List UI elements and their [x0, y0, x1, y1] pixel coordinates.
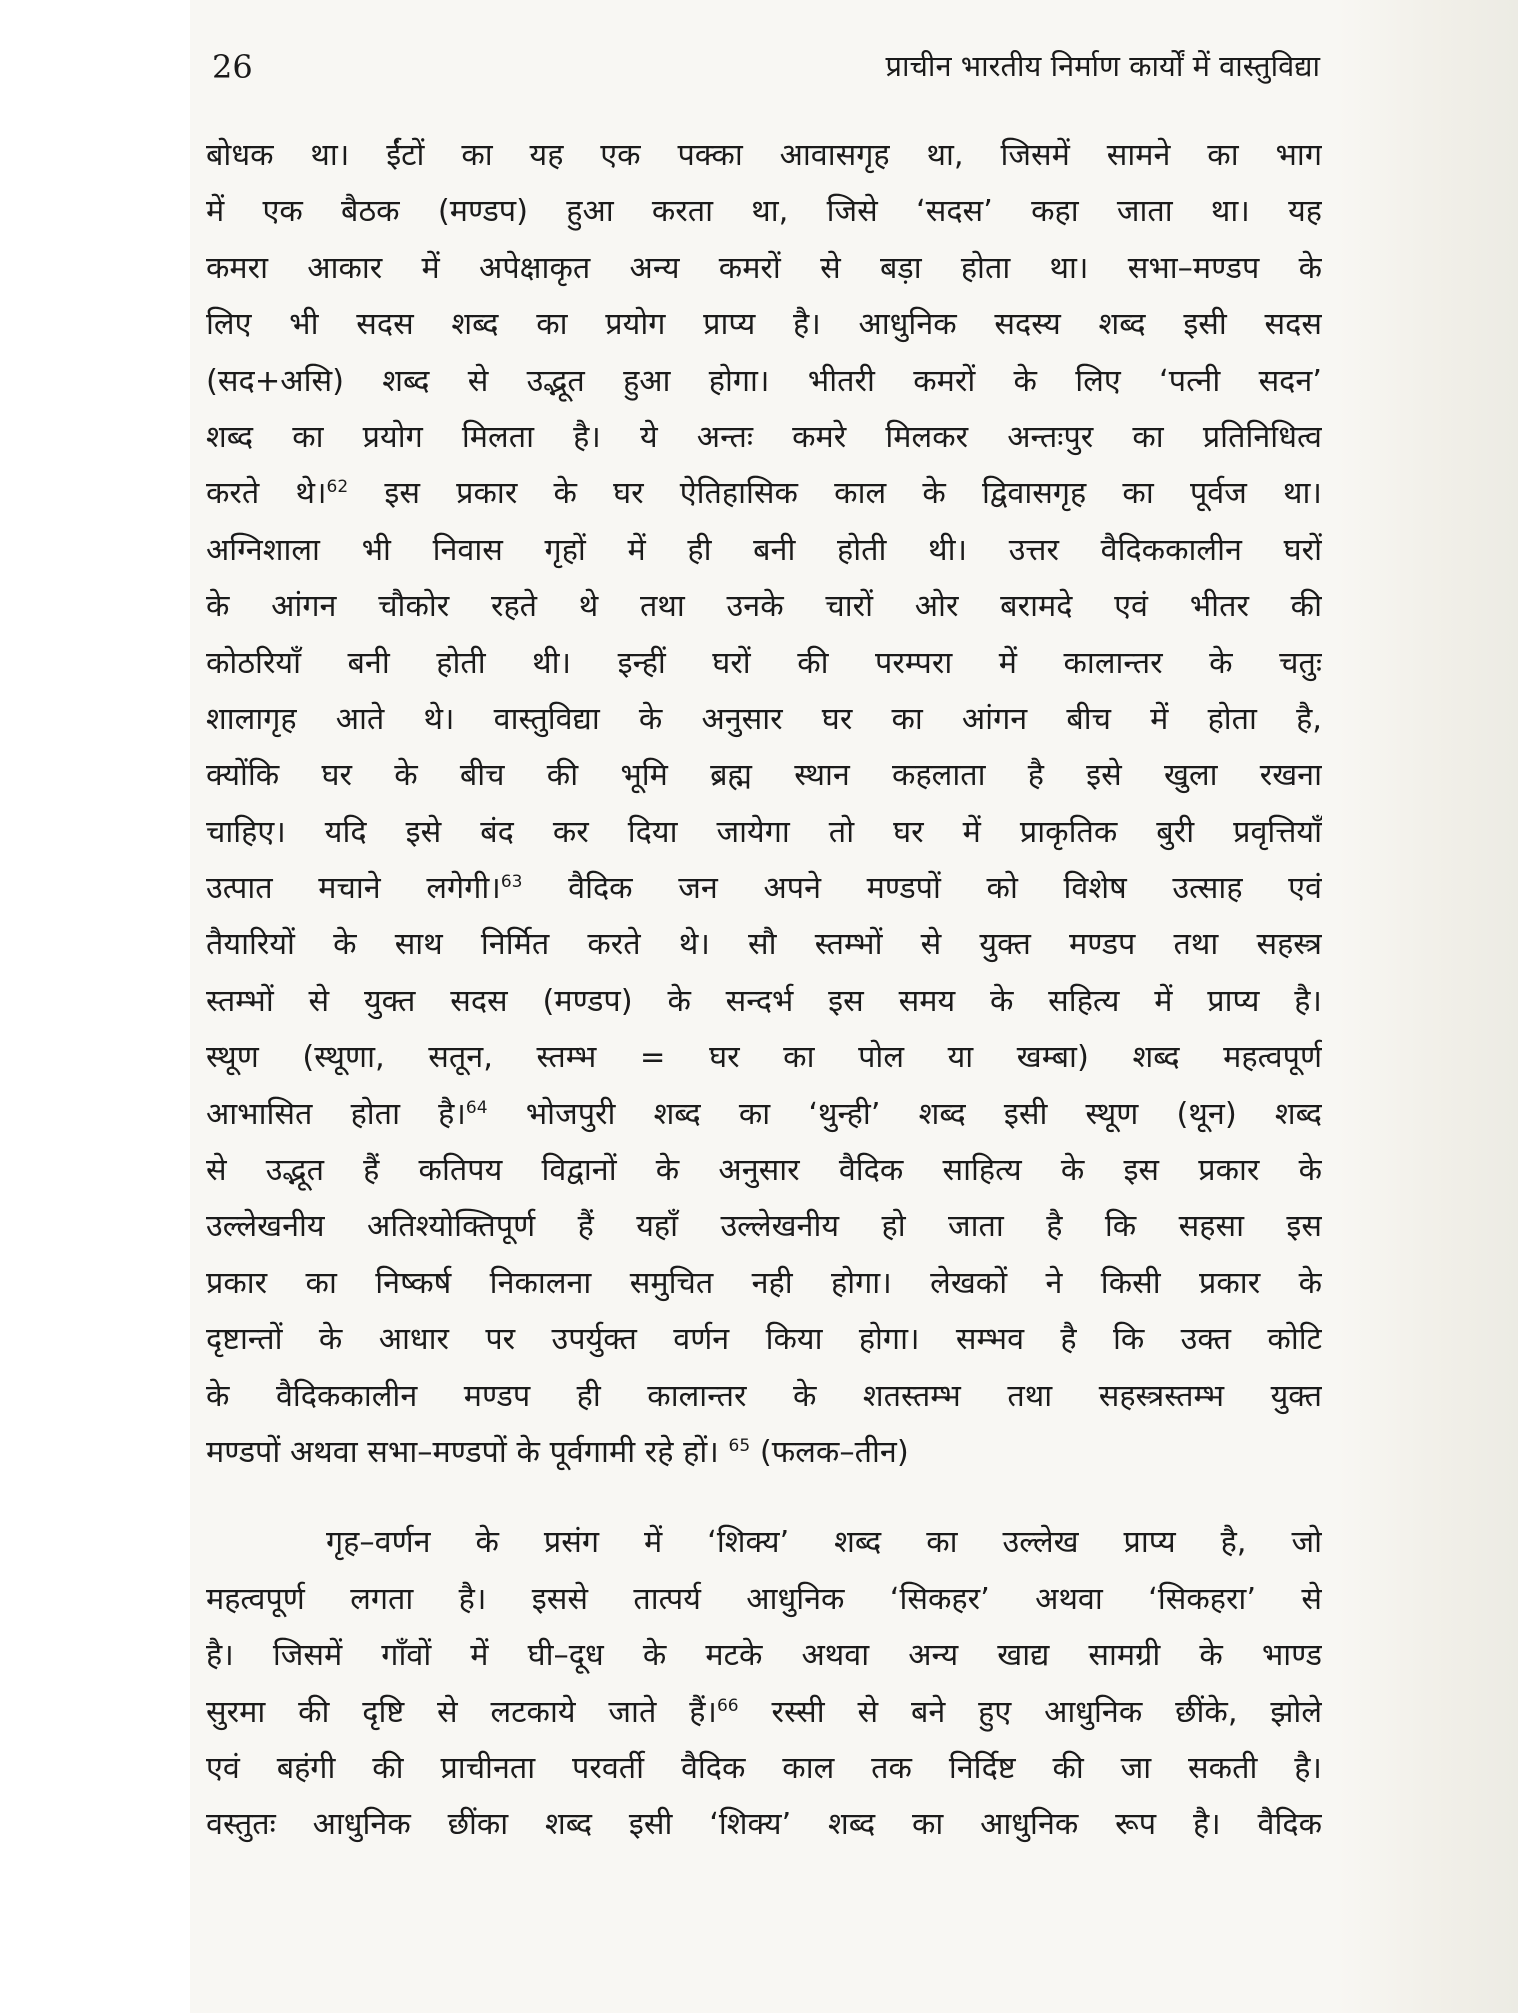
- text-line: प्रकार का निष्कर्ष निकालना समुचित नही होगा। लेखकों ने किसी प्रकार के: [206, 1265, 1322, 1301]
- footnote-marker: 66: [716, 1695, 739, 1716]
- text-line: शालागृह आते थे। वास्तुविद्या के अनुसार घर का आंगन बीच में होता है,: [206, 701, 1322, 737]
- text-line: से उद्भूत हैं कतिपय विद्वानों के अनुसार वैदिक साहित्य के इस प्रकार के: [206, 1153, 1322, 1189]
- footnote-marker: 65: [728, 1435, 751, 1456]
- text-line: शब्द का प्रयोग मिलता है। ये अन्तः कमरे मिलकर अन्तःपुर का प्रतिनिधित्व: [206, 419, 1322, 455]
- text-line: कोठरियाँ बनी होती थी। इन्हीं घरों की परम्परा में कालान्तर के चतुः: [206, 645, 1322, 681]
- text-line: है। जिसमें गाँवों में घी–दूध के मटके अथवा अन्य खाद्य सामग्री के भाण्ड: [206, 1638, 1322, 1674]
- page-number: 26: [212, 48, 253, 86]
- text-line: स्तम्भों से युक्त सदस (मण्डप) के सन्दर्भ इस समय के सहित्य में प्राप्य है।: [206, 983, 1322, 1019]
- footnote-marker: 64: [465, 1097, 488, 1118]
- text-line: एवं बहंगी की प्राचीनता परवर्ती वैदिक काल तक निर्दिष्ट की जा सकती है।: [206, 1750, 1322, 1786]
- text-line: तैयारियों के साथ निर्मित करते थे। सौ स्तम्भों से युक्त मण्डप तथा सहस्त्र: [206, 927, 1322, 963]
- text-line: चाहिए। यदि इसे बंद कर दिया जायेगा तो घर में प्राकृतिक बुरी प्रवृत्तियाँ: [206, 814, 1322, 850]
- text-line: करते थे।$^{62}$ इस प्रकार के घर ऐतिहासिक काल के द्विवासगृह का पूर्वज था।: [206, 476, 1322, 512]
- text-line: उत्पात मचाने लगेगी।$^{63}$ वैदिक जन अपने मण्डपों को विशेष उत्साह एवं: [206, 871, 1322, 907]
- text-line: स्थूण (स्थूणा, सतून, स्तम्भ = घर का पोल या खम्बा) शब्द महत्वपूर्ण: [206, 1040, 1322, 1076]
- text-line: उल्लेखनीय अतिश्योक्तिपूर्ण हैं यहाँ उल्लेखनीय हो जाता है कि सहसा इस: [206, 1209, 1322, 1245]
- text-line: (सद+असि) शब्द से उद्भूत हुआ होगा। भीतरी कमरों के लिए ‘पत्नी सदन’: [206, 363, 1322, 399]
- text-line: दृष्टान्तों के आधार पर उपर्युक्त वर्णन किया होगा। सम्भव है कि उक्त कोटि: [206, 1322, 1322, 1358]
- text-line: बोधक था। ईंटों का यह एक पक्का आवासगृह था, जिसमें सामने का भाग: [206, 138, 1322, 173]
- text-line: गृह–वर्णन के प्रसंग में ‘शिक्य’ शब्द का उल्लेख प्राप्य है, जो: [326, 1525, 1322, 1561]
- page-margin-right: [1338, 0, 1518, 2013]
- text-line: क्योंकि घर के बीच की भूमि ब्रह्म स्थान कहलाता है इसे खुला रखना: [206, 758, 1322, 794]
- footnote-marker: 63: [500, 871, 523, 892]
- text-line: के आंगन चौकोर रहते थे तथा उनके चारों ओर बरामदे एवं भीतर की: [206, 589, 1322, 625]
- text-line: वस्तुतः आधुनिक छींका शब्द इसी ‘शिक्य’ शब्द का आधुनिक रूप है। वैदिक: [206, 1807, 1322, 1843]
- paragraph-gap: [206, 1481, 1322, 1515]
- text-line: सुरमा की दृष्टि से लटकाये जाते हैं।$^{66}$ रस्सी से बने हुए आधुनिक छींके, झोले: [206, 1694, 1322, 1730]
- text-line: मण्डपों अथवा सभा–मण्डपों के पूर्वगामी रहे हों। $^{65}$ (फलक–तीन): [206, 1434, 909, 1470]
- page-header: [212, 40, 1320, 104]
- paragraph-1: [206, 128, 1322, 1481]
- text-line: के वैदिककालीन मण्डप ही कालान्तर के शतस्तम्भ तथा सहस्त्रस्तम्भ युक्त: [206, 1378, 1322, 1414]
- text-line: लिए भी सदस शब्द का प्रयोग प्राप्य है। आधुनिक सदस्य शब्द इसी सदस: [206, 307, 1322, 343]
- text-line: आभासित होता है।$^{64}$ भोजपुरी शब्द का ‘थुन्ही’ शब्द इसी स्थूण (थून) शब्द: [206, 1096, 1322, 1132]
- page-margin-left: [0, 0, 190, 2013]
- footnote-marker: 62: [326, 477, 349, 498]
- text-line: अग्निशाला भी निवास गृहों में ही बनी होती थी। उत्तर वैदिककालीन घरों: [206, 532, 1322, 568]
- text-line: कमरा आकार में अपेक्षाकृत अन्य कमरों से बड़ा होता था। सभा–मण्डप के: [206, 250, 1322, 286]
- body-text: [206, 128, 1322, 1854]
- text-line: में एक बैठक (मण्डप) हुआ करता था, जिसे ‘सदस’ कहा जाता था। यह: [206, 194, 1322, 230]
- text-line: महत्वपूर्ण लगता है। इससे तात्पर्य आधुनिक ‘सिकहर’ अथवा ‘सिकहरा’ से: [206, 1581, 1322, 1617]
- paragraph-2: [206, 1515, 1322, 1853]
- running-title: प्राचीन भारतीय निर्माण कार्यों में वास्तुविद्या: [885, 49, 1320, 83]
